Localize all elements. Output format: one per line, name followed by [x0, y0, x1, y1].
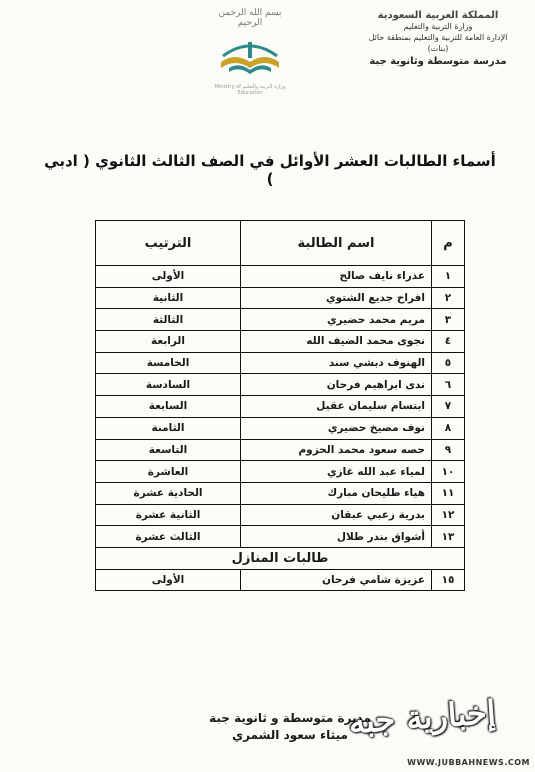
row-number: ١ — [432, 266, 465, 288]
student-name: افراح جديع الشتوي — [241, 287, 432, 309]
student-rank: الرابعة — [96, 331, 241, 353]
row-number: ١٣ — [432, 526, 465, 548]
section-header-row — [96, 547, 465, 569]
student-rank: الأولى — [96, 569, 241, 591]
table-row — [96, 266, 465, 288]
table-row — [96, 504, 465, 526]
row-number: ٧ — [432, 396, 465, 418]
row-number: ٩ — [432, 439, 465, 461]
principal-name: ميثاء سعود الشمري — [232, 728, 348, 742]
directorate-line: الإدارة العامة للتربية والتعليم بمنطقة حائل (بنات) — [368, 33, 508, 53]
row-number: ١٠ — [432, 461, 465, 483]
student-name: لمياء عبد الله غازي — [241, 461, 432, 483]
basmala: بسم الله الرحمن الرحيم — [218, 8, 282, 28]
student-name: نجوى محمد الضيف الله — [241, 331, 432, 353]
student-rank: الثالثة — [96, 309, 241, 331]
student-name: عذراء نايف صالح — [241, 266, 432, 288]
student-rank: الثالث عشرة — [96, 526, 241, 548]
student-name: حصه سعود محمد الحزوم — [241, 439, 432, 461]
table-row — [96, 374, 465, 396]
table-row — [96, 352, 465, 374]
student-name: أشواق بندر طلال — [241, 526, 432, 548]
logo-caption: وزارة التربية والتعليم Ministry of Education — [214, 84, 286, 96]
student-rank: السابعة — [96, 396, 241, 418]
principal-title: مديرة متوسطة و ثانوية جبة — [209, 711, 371, 725]
table-row — [96, 482, 465, 504]
table-row — [96, 331, 465, 353]
table-body — [96, 266, 465, 591]
table-row — [96, 569, 465, 591]
student-name: هياء طليحان مبارك — [241, 482, 432, 504]
student-rank: الخامسة — [96, 352, 241, 374]
col-header-name: اسم الطالبة — [241, 221, 432, 266]
news-watermark-url: WWW.JUBBAHNEWS.COM — [407, 758, 530, 767]
ministry-logo-icon — [215, 28, 285, 88]
table-row — [96, 526, 465, 548]
col-header-rank: الترتيب — [96, 221, 241, 266]
row-number: ٨ — [432, 417, 465, 439]
row-number: ١١ — [432, 482, 465, 504]
table-row — [96, 287, 465, 309]
row-number: ٤ — [432, 331, 465, 353]
row-number: ٣ — [432, 309, 465, 331]
student-rank: الأولى — [96, 266, 241, 288]
student-rank: التاسعة — [96, 439, 241, 461]
table-row — [96, 417, 465, 439]
school-line: مدرسة متوسطة وثانوية جبة — [369, 56, 507, 67]
student-name: الهنوف دبشي سند — [241, 352, 432, 374]
table-row — [96, 309, 465, 331]
table-row — [96, 461, 465, 483]
table-row — [96, 396, 465, 418]
student-rank: الثامنة — [96, 417, 241, 439]
student-rank: الثانية عشرة — [96, 504, 241, 526]
page-title: أسماء الطالبات العشر الأوائل في الصف الثالث الثانوي ( ادبي ) — [44, 152, 496, 188]
ministry-line: وزارة التربية والتعليم — [403, 22, 473, 31]
student-name: ندى ابراهيم فرحان — [241, 374, 432, 396]
student-rank: الثانية — [96, 287, 241, 309]
section-title: طالبات المنازل — [96, 547, 465, 569]
row-number: ١٥ — [432, 569, 465, 591]
letterhead — [363, 10, 513, 67]
kingdom-line: المملكة العربية السعودية — [377, 10, 499, 21]
row-number: ٢ — [432, 287, 465, 309]
row-number: ٥ — [432, 352, 465, 374]
student-name: نوف مصيخ حضيري — [241, 417, 432, 439]
students-table — [95, 220, 465, 591]
row-number: ١٢ — [432, 504, 465, 526]
table-row — [96, 439, 465, 461]
student-name: مريم محمد حضيري — [241, 309, 432, 331]
student-rank: العاشرة — [96, 461, 241, 483]
student-name: ابتسام سليمان عقيل — [241, 396, 432, 418]
row-number: ٦ — [432, 374, 465, 396]
student-name: بدرية زعبي عبقان — [241, 504, 432, 526]
col-header-num: م — [432, 221, 465, 266]
student-name: عزيزة شامي فرحان — [241, 569, 432, 591]
student-rank: السادسة — [96, 374, 241, 396]
table-header-row — [96, 221, 465, 266]
news-watermark: إخبارية جبه — [347, 692, 497, 742]
student-rank: الحادية عشرة — [96, 482, 241, 504]
